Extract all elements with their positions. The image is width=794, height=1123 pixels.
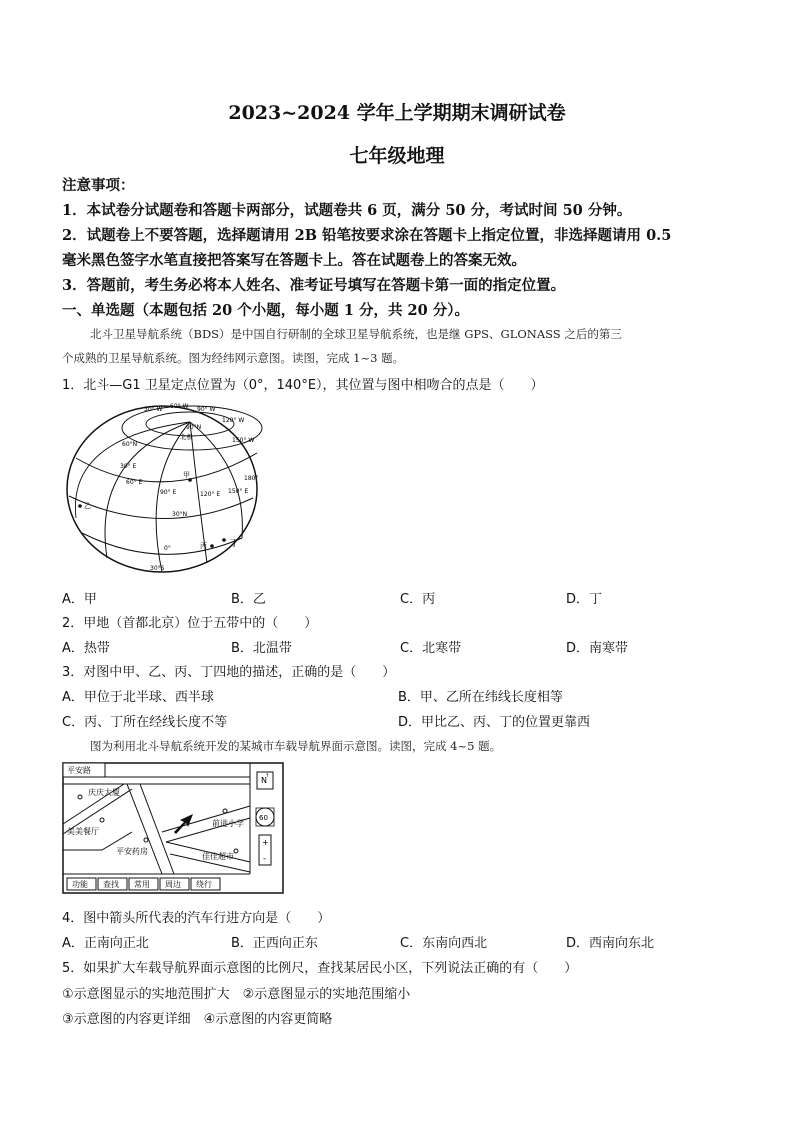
label-150w: 150° W [232,437,255,444]
label-150e: 150° E [228,488,249,495]
function-button[interactable] [67,878,96,890]
q2-option-d: D．南寒带 [566,641,629,656]
q1-option-c: C．丙 [400,592,436,607]
label-90e: 90° E [160,489,177,496]
q2-option-c: C．北寒带 [400,641,462,656]
label-30w: 30° W [144,406,163,413]
search-button[interactable] [98,878,127,890]
question-5-stem: 5．如果扩大车载导航界面示意图的比例尺，查找某居民小区，下列说法正确的有（ ） [62,961,578,976]
speed-limit-value: 60 [259,814,268,822]
section-heading: 一、单选题（本题包括 20 个小题，每小题 1 分，共 20 分）。 [62,302,469,319]
intro-1-line-2: 个成熟的卫星导航系统。图为经纬网示意图。读图，完成 1~3 题。 [62,351,405,365]
intro-1-line-1: 北斗卫星导航系统（BDS）是中国自行研制的全球卫星导航系统，也是继 GPS、GLONASS 之后的第三 [90,327,622,341]
north-pole-label: 北极 [180,433,193,441]
north-indicator: N [261,776,267,785]
place-label-1: 庆庆大厦 [88,788,120,797]
search-button-label: 查找 [103,880,119,889]
q4-option-a: A．正南向正北 [62,936,149,951]
point-jia-label: 甲 [183,471,190,479]
note-line-1: 1．本试卷分试题卷和答题卡两部分，试题卷共 6 页，满分 50 分，考试时间 50 分钟。 [62,202,632,219]
point-ding-marker [222,538,226,542]
label-120w: 120° W [222,417,245,424]
detour-button[interactable] [191,878,220,890]
label-90n: 90°N [186,424,202,431]
q4-option-c: C．东南向西北 [400,936,488,951]
note-line-4: 3．答题前，考生务必将本人姓名、准考证号填写在答题卡第一面的指定位置。 [62,277,566,294]
point-yi-marker [78,504,82,508]
function-button-label: 功能 [72,880,88,889]
q4-option-b: B．正西向正东 [231,936,318,951]
q3-option-a: A．甲位于北半球、西半球 [62,690,214,705]
place-label-3: 平安药房 [116,847,148,856]
place-label-5: 佳佳超市 [202,852,234,861]
zoom-out-button[interactable]: - [263,854,266,863]
exam-subtitle: 七年级地理 [349,145,445,167]
globe-figure [62,398,272,580]
north-arrow-icon: ↑ [265,773,270,779]
question-1-stem: 1．北斗—G1 卫星定点位置为（0°，140°E），其位置与图中相吻合的点是（ ） [62,378,544,393]
label-90w: 90° W [197,406,216,413]
question-3-stem: 3．对图中甲、乙、丙、丁四地的描述，正确的是（ ） [62,665,396,680]
point-bing-label: 丙 [200,542,207,550]
place-label-4: 前进小学 [212,819,244,828]
exam-title: 2023~2024 学年上学期期末调研试卷 [228,102,566,124]
road-label: 平安路 [67,766,91,775]
point-bing-marker [210,544,214,548]
q3-option-b: B．甲、乙所在纬线长度相等 [398,690,563,705]
q2-option-a: A．热带 [62,641,110,656]
question-2-stem: 2．甲地（首都北京）位于五带中的（ ） [62,616,318,631]
favorites-button-label: 常用 [134,880,150,889]
zoom-in-button[interactable]: + [262,838,269,847]
favorites-button[interactable] [129,878,158,890]
q3-option-c: C．丙、丁所在经线长度不等 [62,715,228,730]
q5-statements-1: ①示意图显示的实地范围扩大 ②示意图显示的实地范围缩小 [62,987,411,1002]
place-label-2: 美美餐厅 [67,827,99,836]
q4-option-d: D．西南向东北 [566,936,655,951]
label-30s: 30°S [150,565,165,572]
label-180: 180° [244,475,259,482]
navigation-map-figure [62,762,284,894]
intro-2: 图为利用北斗导航系统开发的某城市车载导航界面示意图。读图，完成 4~5 题。 [90,739,502,753]
label-120e: 120° E [200,491,221,498]
question-4-stem: 4．图中箭头所代表的汽车行进方向是（ ） [62,911,331,926]
point-ding-label: 丁 [230,539,240,549]
label-0: 0° [164,545,171,552]
q1-option-d: D．丁 [566,592,603,607]
note-line-3: 毫米黑色签字水笔直接把答案写在答题卡上。答在试题卷上的答案无效。 [62,252,526,269]
point-yi-label: 乙 [84,502,91,510]
label-60n: 60°N [122,441,138,448]
note-line-2: 2．试题卷上不要答题，选择题请用 2B 铅笔按要求涂在答题卡上指定位置，非选择题请用 0.5 [62,227,672,244]
nearby-button[interactable] [160,878,189,890]
notes-heading: 注意事项： [62,177,135,194]
label-30n: 30°N [172,511,188,518]
nearby-button-label: 周边 [165,880,181,889]
q3-option-d: D．甲比乙、丙、丁的位置更靠西 [398,715,591,730]
label-60e: 60° E [126,479,143,486]
label-30e: 30° E [120,463,137,470]
q1-option-a: A．甲 [62,592,97,607]
detour-button-label: 绕行 [196,880,212,889]
q1-option-b: B．乙 [231,592,266,607]
q2-option-b: B．北温带 [231,641,292,656]
label-60w: 60° W [170,403,189,410]
q5-statements-2: ③示意图的内容更详细 ④示意图的内容更简略 [62,1012,333,1027]
